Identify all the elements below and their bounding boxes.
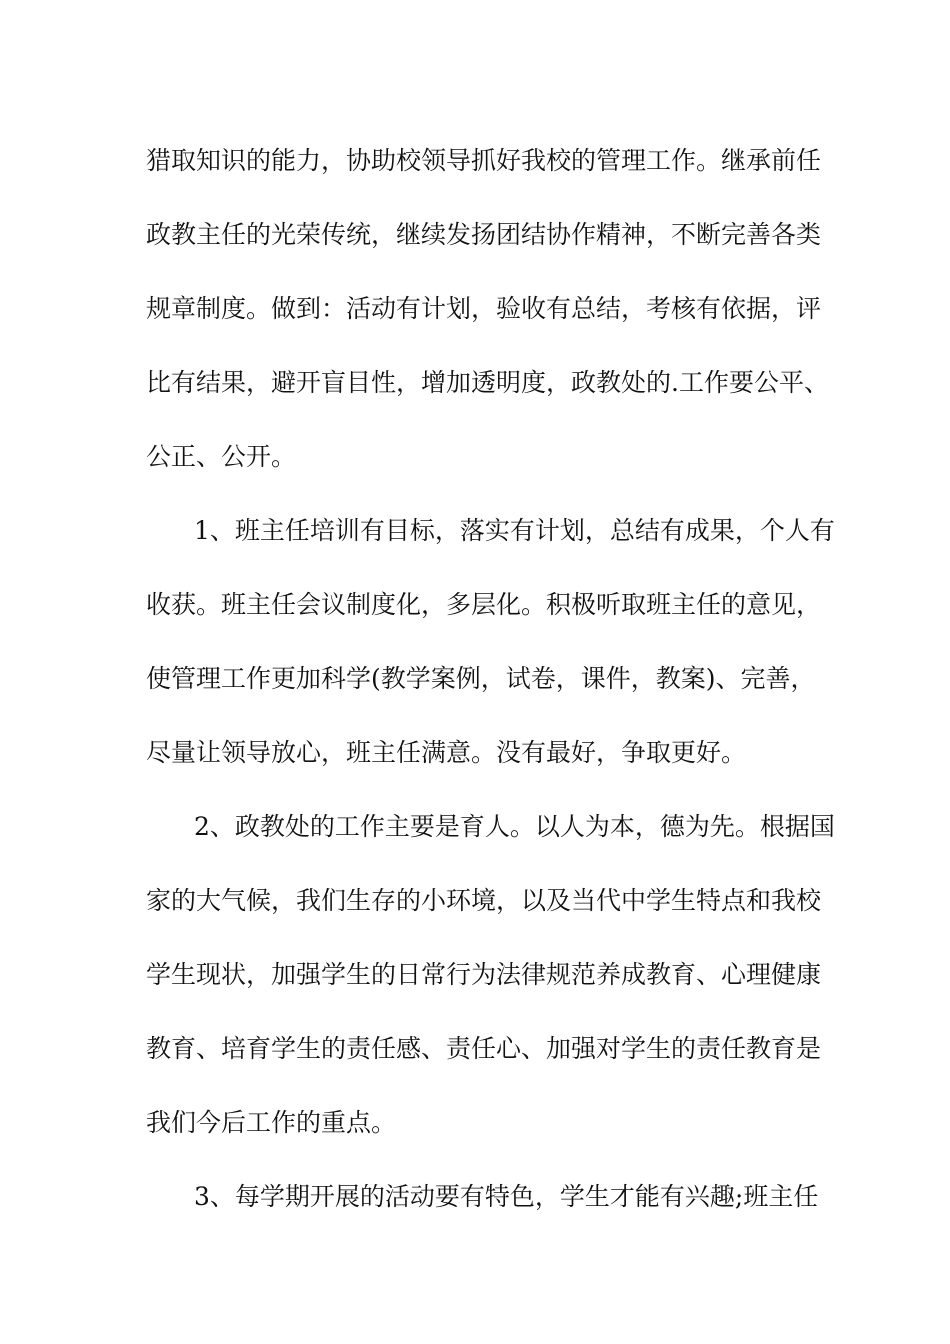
text-line: 收获。班主任会议制度化，多层化。积极听取班主任的意见， <box>146 590 822 619</box>
text-line: 教育、培育学生的责任感、责任心、加强对学生的责任教育是 <box>146 1034 822 1063</box>
text-line: 1、班主任培训有目标，落实有计划，总结有成果，个人有 <box>194 516 835 545</box>
paragraph-3 <box>146 790 835 1160</box>
text-line: 政教主任的光荣传统，继续发扬团结协作精神，不断完善各类 <box>146 220 822 249</box>
text-line: 公正、公开。 <box>146 442 297 471</box>
paragraph-1 <box>146 124 829 494</box>
document-body <box>146 124 835 1234</box>
text-line: 规章制度。做到：活动有计划，验收有总结，考核有依据，评 <box>146 294 822 323</box>
text-line: 猎取知识的能力，协助校领导抓好我校的管理工作。继承前任 <box>146 146 822 175</box>
text-line: 2、政教处的工作主要是育人。以人为本，德为先。根据国 <box>194 812 835 841</box>
text-line: 尽量让领导放心，班主任满意。没有最好，争取更好。 <box>146 738 747 767</box>
text-line: 学生现状，加强学生的日常行为法律规范养成教育、心理健康 <box>146 960 822 989</box>
text-line: 我们今后工作的重点。 <box>146 1108 397 1137</box>
paragraph-4 <box>146 1160 819 1234</box>
text-line: 使管理工作更加科学(教学案例，试卷，课件，教案)、完善， <box>146 664 816 693</box>
text-line: 家的大气候，我们生存的小环境，以及当代中学生特点和我校 <box>146 886 822 915</box>
paragraph-2 <box>146 494 835 790</box>
text-line: 3、每学期开展的活动要有特色，学生才能有兴趣;班主任 <box>194 1182 819 1211</box>
text-line: 比有结果，避开盲目性，增加透明度，政教处的.工作要公平、 <box>146 368 829 397</box>
